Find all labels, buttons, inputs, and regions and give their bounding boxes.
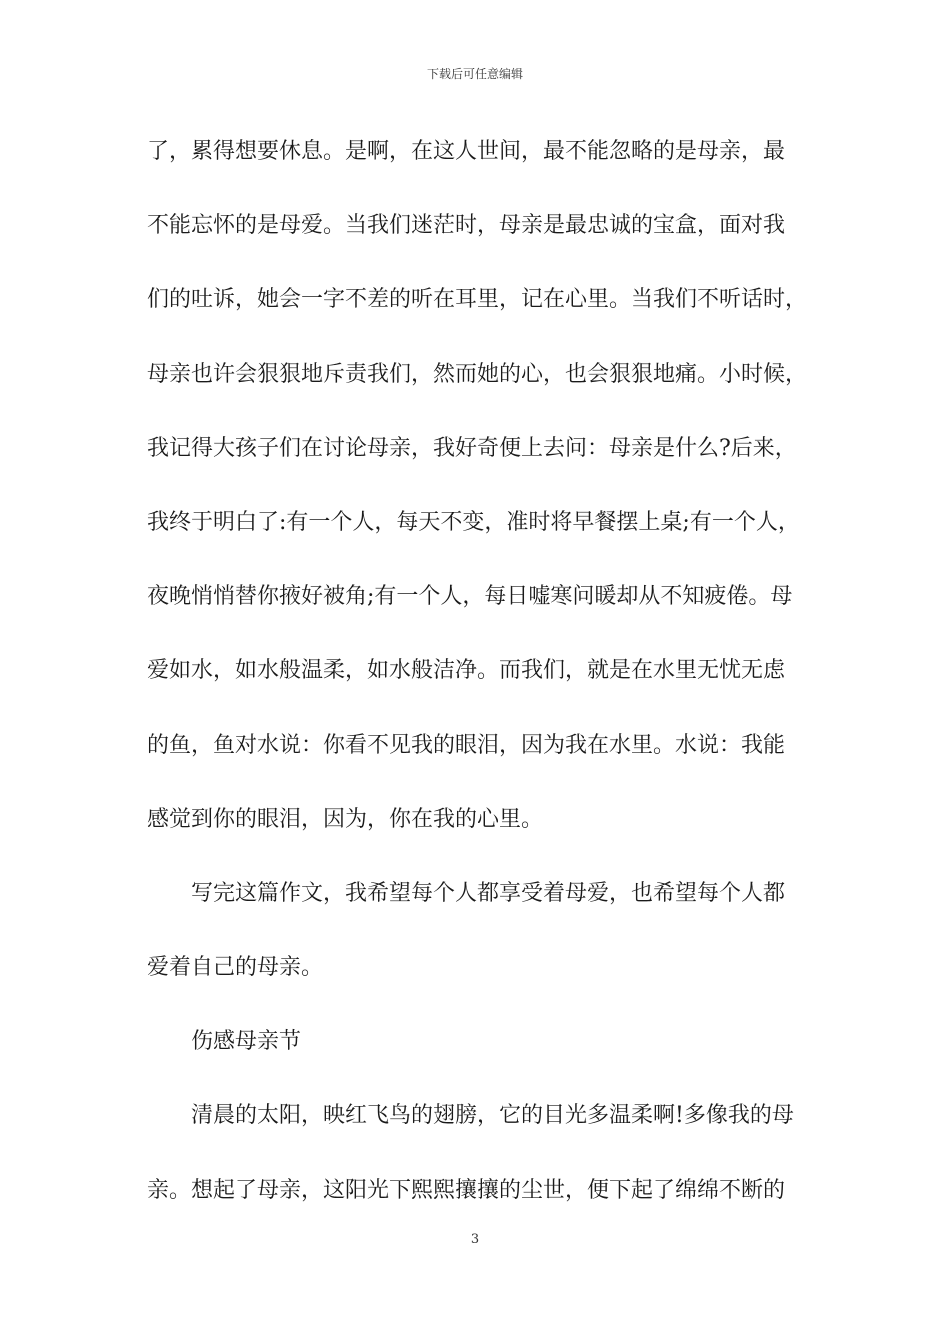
paragraph-start-line: 写完这篇作文，我希望每个人都享受着母爱，也希望每个人都 <box>191 880 786 906</box>
text-line: 不能忘怀的是母爱。当我们迷茫时，母亲是最忠诚的宝盒，面对我 <box>147 213 786 239</box>
document-body <box>147 130 817 1243</box>
text-line: 们的吐诉，她会一字不差的听在耳里，记在心里。当我们不听话时， <box>147 287 808 313</box>
text-line: 爱如水，如水般温柔，如水般洁净。而我们，就是在水里无忧无虑 <box>147 658 786 684</box>
page-number: 3 <box>470 1232 480 1247</box>
paragraph-start-line: 清晨的太阳，映红飞鸟的翅膀，它的目光多温柔啊!多像我的母 <box>191 1103 794 1129</box>
text-line: 感觉到你的眼泪，因为，你在我的心里。 <box>147 806 544 832</box>
text-line: 亲。想起了母亲，这阳光下熙熙攘攘的尘世，便下起了绵绵不断的 <box>147 1177 786 1203</box>
text-line: 我记得大孩子们在讨论母亲，我好奇便上去问：母亲是什么?后来， <box>147 435 797 461</box>
section-title: 伤感母亲节 <box>191 1029 302 1055</box>
text-line: 夜晚悄悄替你掖好被角;有一个人，每日嘘寒问暖却从不知疲倦。母 <box>147 584 793 610</box>
page-header-note: 下载后可任意编辑 <box>426 67 523 81</box>
text-line: 的鱼，鱼对水说：你看不见我的眼泪，因为我在水里。水说：我能 <box>147 732 786 758</box>
text-line: 我终于明白了:有一个人，每天不变，准时将早餐摆上桌;有一个人， <box>147 509 800 535</box>
text-line: 爱着自己的母亲。 <box>147 955 324 981</box>
text-line: 母亲也许会狠狠地斥责我们，然而她的心，也会狠狠地痛。小时候， <box>147 361 808 387</box>
text-line: 了，累得想要休息。是啊，在这人世间，最不能忽略的是母亲，最 <box>147 139 786 164</box>
